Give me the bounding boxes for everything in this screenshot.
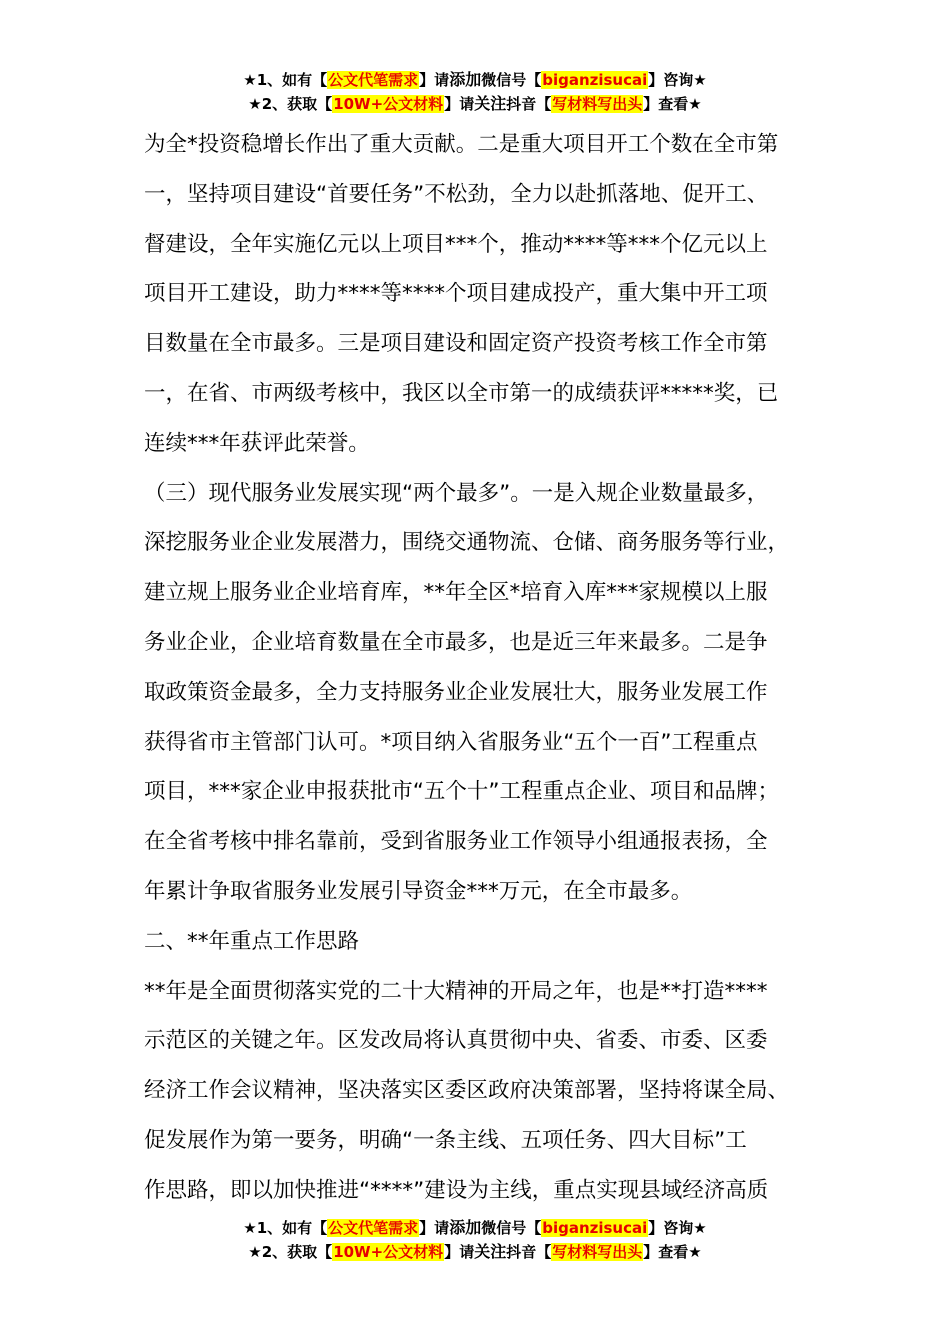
banner-1-mid: 】请	[419, 1219, 450, 1237]
banner-1-highlight-wechat: biganzisucai	[542, 1219, 648, 1237]
banner-1-mid2: 微信号【	[481, 1219, 542, 1237]
body-line: 获得省市主管部门认可。*项目纳入省服务业“五个一百”工程重点	[144, 729, 758, 755]
banner-1-highlight-service: 公文代笔需求	[328, 71, 419, 89]
banner-line-2	[0, 1240, 950, 1264]
body-line: 在全省考核中排名靠前，受到省服务业工作领导小组通报表扬，全	[144, 829, 768, 855]
banner-1-suffix: 】咨询★	[648, 1219, 707, 1237]
header-banner	[0, 68, 950, 116]
banner-2-mid: 】请	[444, 1243, 475, 1261]
body-line: 年累计争取省服务业发展引导资金***万元，在全市最多。	[144, 878, 693, 904]
section-heading-work-plan: 二、**年重点工作思路	[144, 928, 360, 954]
banner-2-mid2: 抖音【	[506, 95, 552, 113]
body-line: 连续***年获评此荣誉。	[144, 430, 370, 456]
banner-1-prefix: ★1、如有【	[243, 71, 328, 89]
banner-1-mid: 】请	[419, 71, 450, 89]
banner-2-highlight-materials: 10W+公文材料	[333, 95, 444, 113]
document-body	[144, 120, 844, 1216]
body-line: 项目开工建设，助力****等****个项目建成投产，重大集中开工项	[144, 281, 768, 307]
banner-2-highlight-douyin: 写材料写出头	[552, 95, 643, 113]
body-line: 目数量在全市最多。三是项目建设和固定资产投资考核工作全市第	[144, 331, 768, 357]
banner-2-highlight-materials: 10W+公文材料	[333, 1243, 444, 1261]
banner-1-highlight-wechat: biganzisucai	[542, 71, 648, 89]
banner-2-prefix: ★2、获取【	[248, 1243, 333, 1261]
banner-line-1	[0, 68, 950, 92]
body-line: 项目，***家企业申报获批市“五个十”工程重点企业、项目和品牌；	[144, 779, 780, 805]
banner-2-emphasis: 关注	[474, 94, 507, 113]
body-line: 一，在省、市两级考核中，我区以全市第一的成绩获评*****奖，已	[144, 380, 779, 406]
body-line: 务业企业，企业培育数量在全市最多，也是近三年来最多。二是争	[144, 629, 768, 655]
banner-2-mid: 】请	[444, 95, 475, 113]
banner-1-emphasis: 添加	[449, 1218, 482, 1237]
banner-line-2	[0, 92, 950, 116]
body-line: 促发展作为第一要务，明确“一条主线、五项任务、四大目标”工	[144, 1127, 747, 1153]
body-line: 建立规上服务业企业培育库，**年全区*培育入库***家规模以上服	[144, 580, 768, 606]
body-line: 经济工作会议精神，坚决落实区委区政府决策部署，坚持将谋全局、	[144, 1078, 790, 1104]
banner-2-prefix: ★2、获取【	[248, 95, 333, 113]
banner-1-prefix: ★1、如有【	[243, 1219, 328, 1237]
body-line: 作思路，即以加快推进“****”建设为主线，重点实现县域经济高质	[144, 1177, 769, 1203]
banner-1-suffix: 】咨询★	[648, 71, 707, 89]
banner-2-emphasis: 关注	[474, 1242, 507, 1261]
banner-1-emphasis: 添加	[449, 70, 482, 89]
body-line: 示范区的关键之年。区发改局将认真贯彻中央、省委、市委、区委	[144, 1028, 768, 1054]
body-line: 为全*投资稳增长作出了重大贡献。二是重大项目开工个数在全市第	[144, 132, 779, 157]
body-line: **年是全面贯彻落实党的二十大精神的开局之年，也是**打造****	[144, 978, 768, 1004]
body-line: 督建设，全年实施亿元以上项目***个，推动****等***个亿元以上	[144, 231, 768, 257]
body-line: 一，坚持项目建设“首要任务”不松劲，全力以赴抓落地、促开工、	[144, 181, 769, 207]
banner-2-highlight-douyin: 写材料写出头	[552, 1243, 643, 1261]
banner-2-suffix: 】查看★	[643, 1243, 702, 1261]
body-line: 深挖服务业企业发展潜力，围绕交通物流、仓储、商务服务等行业，	[144, 530, 790, 556]
banner-1-highlight-service: 公文代笔需求	[328, 1219, 419, 1237]
section-heading-services: （三）现代服务业发展实现“两个最多”。一是入规企业数量最多，	[144, 480, 769, 506]
banner-line-1	[0, 1216, 950, 1240]
footer-banner	[0, 1216, 950, 1264]
banner-2-mid2: 抖音【	[506, 1243, 552, 1261]
body-line: 取政策资金最多，全力支持服务业企业发展壮大，服务业发展工作	[144, 679, 768, 705]
banner-1-mid2: 微信号【	[481, 71, 542, 89]
banner-2-suffix: 】查看★	[643, 95, 702, 113]
